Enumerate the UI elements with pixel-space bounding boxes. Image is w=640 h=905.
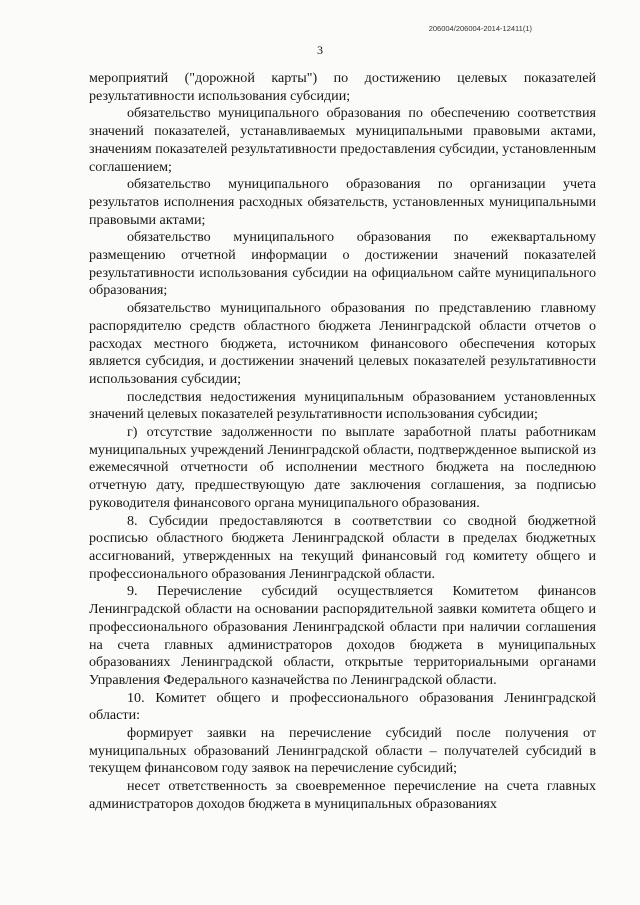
paragraph-obligation-compliance: обязательство муниципального образования по обеспечению соответствия значений показателей, устанавливаемых муниципальными правовыми актами, значениям показателей результативности предоставления субсидии, установленным соглашением; (89, 105, 596, 175)
paragraph-obligation-accounting: обязательство муниципального образования по организации учета результатов исполнения расходных обязательств, установленных муниципальными правовыми актами; (89, 176, 596, 228)
paragraph-section-10: 10. Комитет общего и профессионального образования Ленинградской области: (89, 689, 596, 724)
paragraph-obligation-publication: обязательство муниципального образования по ежеквартальному размещению отчетной информации о достижении значений показателей результативности использования субсидии на официальном сайте муниципального образования; (89, 229, 596, 299)
document-id: 206004/206004-2014-12411(1) (428, 24, 532, 33)
paragraph-roadmap-continuation: мероприятий ("дорожной карты") по достижению целевых показателей результативности использования субсидии; (89, 70, 596, 104)
paragraph-responsibility: несет ответственность за своевременное перечисление на счета главных администраторов доходов бюджета в муниципальных образованиях (89, 778, 596, 812)
paragraph-section-9: 9. Перечисление субсидий осуществляется Комитетом финансов Ленинградской области на основании распорядительной заявки комитета общего и профессионального образования Ленинградской области при наличии соглашения на счета главных администраторов доходов бюджета в муниципальных образованиях Ленинградской области, открытые территориальными органами Управления Федерального казначейства по Ленинградской области. (89, 583, 596, 688)
paragraph-consequences: последствия недостижения муниципальным образованием установленных значений целевых показателей результативности использования субсидии; (89, 388, 596, 423)
paragraph-forms-requests: формирует заявки на перечисление субсидий после получения от муниципальных образований Ленинградской области – получателей субсидий в текущем финансовом году заявок на перечисление субсидий; (89, 725, 596, 777)
paragraph-item-g: г) отсутствие задолженности по выплате заработной платы работникам муниципальных учреждений Ленинградской области, подтвержденное выпиской из ежемесячной отчетности об исполнении местного бюджета на последнюю отчетную дату, предшествующую дате заключения соглашения, за подписью руководителя финансового органа муниципального образования. (89, 424, 596, 511)
page-number: 3 (317, 43, 323, 57)
document-body (89, 70, 596, 814)
paragraph-obligation-reporting: обязательство муниципального образования по представлению главному распорядителю средств областного бюджета Ленинградской области отчетов о расходах местного бюджета, источником финансового обеспечения которых является субсидия, и достижении значений целевых показателей результативности использования субсидии; (89, 300, 596, 387)
paragraph-section-8: 8. Субсидии предоставляются в соответствии со сводной бюджетной росписью областного бюджета Ленинградской области в пределах бюджетных ассигнований, утвержденных на текущий финансовый год комитету общего и профессионального образования Ленинградской области. (89, 512, 596, 582)
